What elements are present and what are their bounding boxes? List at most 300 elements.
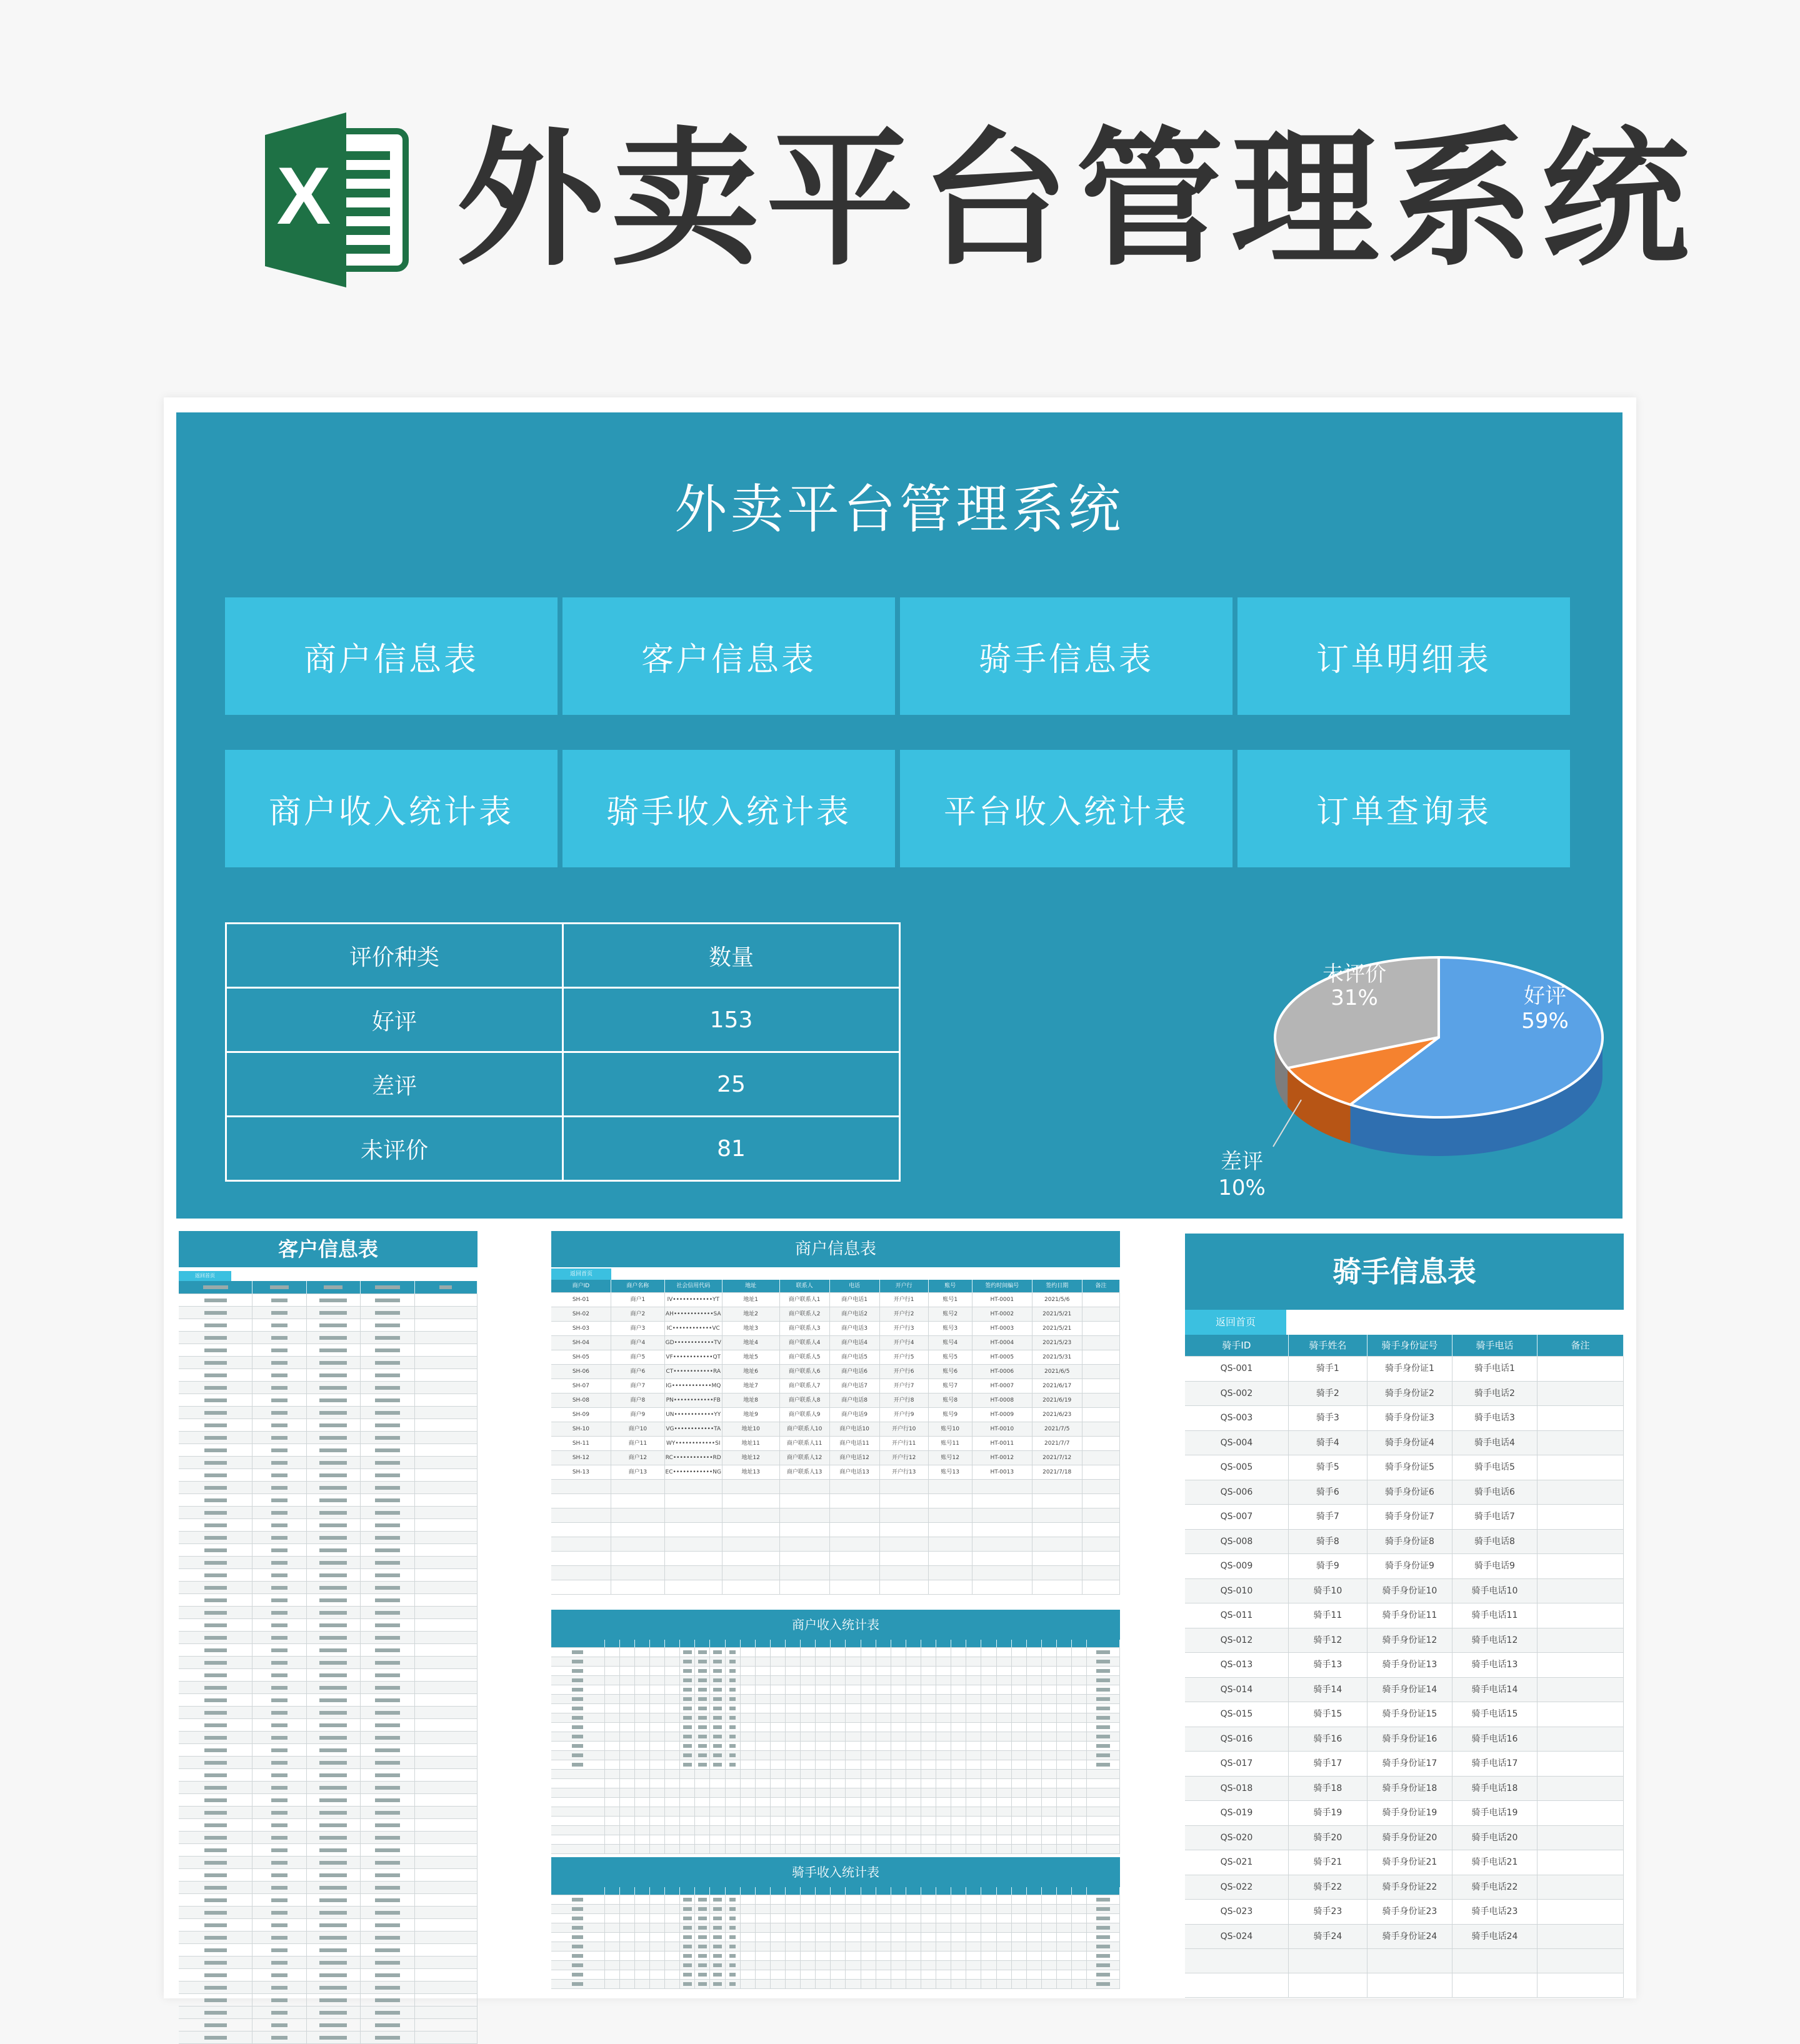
table-cell [741, 1760, 756, 1770]
table-cell [906, 1914, 921, 1923]
placeholder-text [713, 1954, 722, 1958]
placeholder-text [683, 1697, 692, 1701]
placeholder-text [271, 1786, 288, 1790]
placeholder-text [375, 1311, 400, 1315]
table-cell [756, 1952, 771, 1961]
placeholder-text [271, 1748, 288, 1752]
table-cell [1087, 1895, 1120, 1905]
table-cell [830, 1537, 880, 1552]
table-cell [179, 1432, 252, 1444]
placeholder-text [271, 1936, 288, 1940]
table-cell [710, 1704, 725, 1713]
table-cell [252, 1507, 306, 1519]
placeholder-text [375, 1948, 400, 1952]
table-cell: SH-07 [551, 1379, 611, 1393]
table-cell [1027, 1845, 1042, 1854]
table-cell [846, 1685, 861, 1695]
table-cell: 骑手身份证22 [1368, 1875, 1452, 1900]
table-cell [981, 1933, 996, 1942]
placeholder-text [204, 1936, 227, 1940]
table-cell [1012, 1905, 1027, 1914]
placeholder-text [319, 1986, 347, 1990]
nav-platform-income[interactable]: 平台收入统计表 [900, 750, 1232, 867]
table-cell [722, 1552, 780, 1566]
table-cell [936, 1933, 951, 1942]
table-cell [551, 1676, 605, 1685]
header-cell [605, 1640, 620, 1648]
table-cell [972, 1566, 1032, 1580]
pie-label: 未评价 [1322, 962, 1386, 987]
table-cell [635, 1914, 650, 1923]
table-cell [756, 1798, 771, 1807]
table-cell [307, 1769, 361, 1782]
table-cell [415, 1807, 478, 1819]
table-cell: 2021/5/31 [1032, 1350, 1082, 1365]
table-cell [665, 1732, 680, 1742]
table-cell [695, 1807, 710, 1817]
table-cell: 商户5 [611, 1350, 665, 1365]
table-cell [816, 1695, 831, 1704]
table-cell [650, 1807, 665, 1817]
table-cell [756, 1835, 771, 1845]
table-cell: 开户行1 [880, 1293, 929, 1307]
table-cell [307, 1782, 361, 1794]
placeholder-text [271, 1561, 288, 1565]
table-cell: 骑手身份证20 [1368, 1826, 1452, 1851]
table-cell [695, 1751, 710, 1760]
table-cell: SH-12 [551, 1451, 611, 1465]
table-cell [756, 1788, 771, 1798]
placeholder-text [729, 1650, 736, 1654]
table-cell [179, 1507, 252, 1519]
table-cell [551, 1713, 605, 1723]
table-cell: 商户联系人13 [780, 1465, 830, 1480]
table-cell [620, 1835, 635, 1845]
table-cell [951, 1713, 966, 1723]
table-cell [1087, 1676, 1120, 1685]
table-cell [179, 1344, 252, 1357]
placeholder-text [683, 1688, 692, 1692]
back-home-link[interactable]: 返回首页 [551, 1269, 611, 1280]
table-cell [831, 1676, 846, 1685]
table-cell [551, 1770, 605, 1779]
table-row [1185, 1628, 1624, 1653]
table-row [179, 1469, 478, 1482]
table-cell [680, 1779, 695, 1788]
table-cell [756, 1657, 771, 1667]
table-row [551, 1807, 1120, 1817]
table-cell [665, 1566, 722, 1580]
table-cell [252, 1319, 306, 1332]
table-cell [726, 1770, 741, 1779]
table-cell [876, 1798, 891, 1807]
table-cell [846, 1779, 861, 1788]
placeholder-text [375, 1336, 400, 1340]
table-row [551, 1905, 1120, 1914]
table-cell: 2021/5/21 [1032, 1322, 1082, 1336]
table-cell: 商户联系人6 [780, 1365, 830, 1379]
table-cell [695, 1760, 710, 1770]
table-cell: 账号2 [929, 1307, 972, 1322]
placeholder-text [204, 1961, 227, 1965]
table-cell [1087, 1751, 1120, 1760]
table-cell [179, 1594, 252, 1607]
table-cell [741, 1657, 756, 1667]
placeholder-text [319, 1436, 347, 1440]
table-cell [756, 1807, 771, 1817]
placeholder-text [319, 1698, 347, 1702]
table-cell [816, 1676, 831, 1685]
placeholder-text [375, 1986, 400, 1990]
table-cell [605, 1779, 620, 1788]
table-cell [981, 1980, 996, 1989]
table-cell [1072, 1713, 1087, 1723]
table-cell [1012, 1760, 1027, 1770]
table-cell [726, 1826, 741, 1835]
placeholder-text [271, 1723, 288, 1727]
placeholder-text [319, 1998, 347, 2002]
placeholder-text [375, 1461, 400, 1465]
table-cell [1072, 1835, 1087, 1845]
table-cell [876, 1732, 891, 1742]
table-cell [1012, 1779, 1027, 1788]
table-cell [1057, 1723, 1072, 1732]
table-cell [951, 1788, 966, 1798]
nav-customer-info[interactable]: 客户信息表 [562, 597, 895, 715]
table-cell: 骑手15 [1289, 1702, 1368, 1727]
placeholder-text [698, 1963, 707, 1967]
placeholder-text [204, 2036, 227, 2040]
table-cell: 骑手电话14 [1452, 1678, 1538, 1703]
table-cell [252, 1732, 306, 1744]
table-cell [921, 1923, 936, 1933]
table-cell [1087, 1952, 1120, 1961]
table-cell [861, 1807, 876, 1817]
table-cell [780, 1480, 830, 1494]
table-cell [1012, 1961, 1027, 1970]
table-cell [1012, 1835, 1027, 1845]
table-cell [695, 1676, 710, 1685]
table-row [1185, 1801, 1624, 1826]
back-home-link[interactable]: 返回首页 [1185, 1310, 1286, 1335]
placeholder-text [271, 1536, 288, 1540]
table-cell: 骑手11 [1289, 1603, 1368, 1628]
nav-order-query[interactable]: 订单查询表 [1238, 750, 1570, 867]
table-cell [906, 1695, 921, 1704]
placeholder-text [713, 1716, 722, 1720]
table-cell [551, 1895, 605, 1905]
placeholder-text [204, 1336, 227, 1340]
table-row [179, 1857, 478, 1869]
table-cell [951, 1970, 966, 1980]
placeholder-text [271, 1886, 288, 1890]
placeholder-text [271, 1411, 288, 1415]
table-cell [891, 1732, 906, 1742]
table-cell: 商户10 [611, 1422, 665, 1437]
table-cell [981, 1648, 996, 1657]
placeholder-text [375, 1811, 400, 1815]
table-cell [921, 1779, 936, 1788]
table-cell [551, 1807, 605, 1817]
placeholder-text [713, 1660, 722, 1663]
table-cell [252, 1569, 306, 1582]
table-cell [831, 1685, 846, 1695]
table-cell: 商户8 [611, 1393, 665, 1408]
table-row [1185, 1579, 1624, 1604]
placeholder-text [375, 1786, 400, 1790]
table-cell [906, 1732, 921, 1742]
header-cell [361, 1281, 414, 1294]
table-cell [786, 1914, 801, 1923]
table-cell [936, 1788, 951, 1798]
placeholder-text [1096, 1678, 1110, 1682]
table-cell [650, 1952, 665, 1961]
table-cell [830, 1552, 880, 1566]
table-cell [726, 1952, 741, 1961]
table-cell [756, 1676, 771, 1685]
table-cell [1072, 1657, 1087, 1667]
table-cell [307, 1632, 361, 1644]
placeholder-text [271, 1823, 288, 1827]
table-cell [551, 1970, 605, 1980]
table-row [179, 1694, 478, 1707]
table-cell [966, 1704, 981, 1713]
table-cell: 骑手18 [1289, 1777, 1368, 1802]
table-cell [846, 1835, 861, 1845]
table-cell [1042, 1942, 1057, 1952]
placeholder-text [698, 1753, 707, 1757]
table-cell [179, 1569, 252, 1582]
table-cell [1027, 1970, 1042, 1980]
table-cell: 账号13 [929, 1465, 972, 1480]
placeholder-text [319, 1673, 347, 1677]
table-cell [771, 1667, 786, 1676]
table-row [551, 1465, 1120, 1480]
table-cell [756, 1751, 771, 1760]
table-cell [1072, 1798, 1087, 1807]
placeholder-text [698, 1697, 707, 1701]
table-cell [1012, 1798, 1027, 1807]
table-cell [981, 1685, 996, 1695]
table-cell [710, 1657, 725, 1667]
table-cell: 骑手身份证13 [1368, 1653, 1452, 1678]
nav-rider-income[interactable]: 骑手收入统计表 [562, 750, 895, 867]
table-cell [1057, 1713, 1072, 1723]
table-cell [611, 1580, 665, 1595]
placeholder-text [572, 1926, 583, 1930]
table-cell [1087, 1667, 1120, 1676]
table-cell [831, 1961, 846, 1970]
table-cell [307, 1982, 361, 1994]
table-cell [997, 1685, 1012, 1695]
table-cell [1072, 1695, 1087, 1704]
table-cell: 骑手身份证4 [1368, 1431, 1452, 1456]
table-cell [891, 1779, 906, 1788]
table-cell: 骑手电话20 [1452, 1826, 1538, 1851]
table-cell [1087, 1970, 1120, 1980]
nav-merchant-income[interactable]: 商户收入统计表 [225, 750, 558, 867]
table-cell [179, 1732, 252, 1744]
table-cell [1082, 1393, 1120, 1408]
table-cell [846, 1788, 861, 1798]
table-cell [981, 1779, 996, 1788]
table-cell [997, 1657, 1012, 1667]
header-cell: 备注 [1082, 1280, 1120, 1293]
table-cell [307, 2019, 361, 2032]
excel-logo-letter: X [276, 150, 331, 241]
table-cell: 骑手电话2 [1452, 1382, 1538, 1407]
table-cell [650, 1942, 665, 1952]
table-cell [846, 1807, 861, 1817]
table-cell [801, 1732, 816, 1742]
table-cell [891, 1676, 906, 1685]
placeholder-text [204, 1736, 227, 1740]
header-cell [876, 1887, 891, 1895]
back-home-link[interactable]: 返回首页 [179, 1271, 231, 1281]
table-cell [415, 1869, 478, 1882]
table-cell [680, 1826, 695, 1835]
table-cell [252, 1869, 306, 1882]
table-cell [635, 1798, 650, 1807]
table-cell [951, 1676, 966, 1685]
table-cell [361, 1394, 414, 1407]
nav-order-detail[interactable]: 订单明细表 [1238, 597, 1570, 715]
table-row [179, 1732, 478, 1744]
table-cell [635, 1657, 650, 1667]
table-cell [695, 1942, 710, 1952]
table-cell [726, 1788, 741, 1798]
table-cell [830, 1580, 880, 1595]
table-cell [780, 1552, 830, 1566]
table-cell [1042, 1695, 1057, 1704]
table-cell [997, 1770, 1012, 1779]
table-cell [1042, 1817, 1057, 1826]
table-cell [861, 1835, 876, 1845]
table-cell [1368, 1949, 1452, 1973]
table-cell [605, 1723, 620, 1732]
table-cell [771, 1807, 786, 1817]
table-cell [921, 1723, 936, 1732]
table-cell [1082, 1566, 1120, 1580]
placeholder-text [729, 1898, 736, 1902]
table-cell [620, 1826, 635, 1835]
table-cell: UN••••••••••••YY [665, 1408, 722, 1422]
placeholder-text [271, 1311, 288, 1315]
placeholder-text [319, 1948, 347, 1952]
table-cell [361, 1557, 414, 1569]
table-cell [786, 1807, 801, 1817]
placeholder-text [204, 1561, 227, 1565]
placeholder-text [572, 1898, 583, 1902]
header-cell [756, 1887, 771, 1895]
placeholder-text [319, 2011, 347, 2015]
table-cell [415, 1694, 478, 1707]
table-cell [876, 1779, 891, 1788]
table-cell [710, 1845, 725, 1854]
table-cell [771, 1770, 786, 1779]
table-cell [1368, 1973, 1452, 1998]
table-cell [710, 1723, 725, 1732]
table-cell [1027, 1770, 1042, 1779]
table-cell [307, 1369, 361, 1382]
table-cell [1042, 1723, 1057, 1732]
table-cell [876, 1933, 891, 1942]
table-cell [361, 1482, 414, 1494]
pie-label: 好评 [1524, 984, 1566, 1009]
nav-rider-info[interactable]: 骑手信息表 [900, 597, 1232, 715]
table-cell [665, 1713, 680, 1723]
table-cell [981, 1952, 996, 1961]
table-cell [921, 1648, 936, 1657]
placeholder-text [204, 1873, 227, 1877]
table-row [179, 1357, 478, 1369]
table-cell [846, 1970, 861, 1980]
table-cell [179, 2032, 252, 2044]
table-cell [1027, 1657, 1042, 1667]
table-cell: 骑手身份证16 [1368, 1727, 1452, 1752]
table-cell [722, 1480, 780, 1494]
table-cell: 骑手身份证12 [1368, 1628, 1452, 1653]
table-cell [551, 1742, 605, 1751]
placeholder-text [271, 1736, 288, 1740]
table-row [551, 1393, 1120, 1408]
table-cell [361, 1907, 414, 1919]
table-cell [831, 1835, 846, 1845]
table-cell [816, 1845, 831, 1854]
table-row [1185, 1455, 1624, 1480]
table-cell [726, 1895, 741, 1905]
table-cell [415, 1569, 478, 1582]
table-cell [756, 1933, 771, 1942]
table-cell [756, 1713, 771, 1723]
table-cell [680, 1695, 695, 1704]
table-cell [415, 1357, 478, 1369]
table-cell [710, 1779, 725, 1788]
table-cell [921, 1713, 936, 1723]
table-cell [620, 1742, 635, 1751]
table-cell [816, 1742, 831, 1751]
table-cell [1057, 1648, 1072, 1657]
table-cell [997, 1807, 1012, 1817]
table-cell [665, 1835, 680, 1845]
table-row [551, 1580, 1120, 1595]
table-cell [1072, 1760, 1087, 1770]
nav-merchant-info[interactable]: 商户信息表 [225, 597, 558, 715]
table-cell: QS-023 [1185, 1900, 1289, 1925]
table-cell [951, 1905, 966, 1914]
table-cell [1072, 1826, 1087, 1835]
table-cell [951, 1704, 966, 1713]
placeholder-text [204, 1711, 227, 1715]
table-cell [361, 2007, 414, 2019]
table-cell [665, 1685, 680, 1695]
table-cell [921, 1798, 936, 1807]
table-cell [1072, 1704, 1087, 1713]
table-cell [361, 1532, 414, 1544]
table-cell [816, 1980, 831, 1989]
table-cell [801, 1676, 816, 1685]
table-row [179, 1644, 478, 1657]
table-row [179, 1557, 478, 1569]
table-cell [361, 1694, 414, 1707]
table-cell [551, 1845, 605, 1854]
table-cell [307, 1694, 361, 1707]
table-cell: IC••••••••••••VC [665, 1322, 722, 1336]
page-header [0, 0, 1800, 375]
table-cell [665, 1648, 680, 1657]
table-cell [650, 1970, 665, 1980]
table-cell [891, 1961, 906, 1970]
